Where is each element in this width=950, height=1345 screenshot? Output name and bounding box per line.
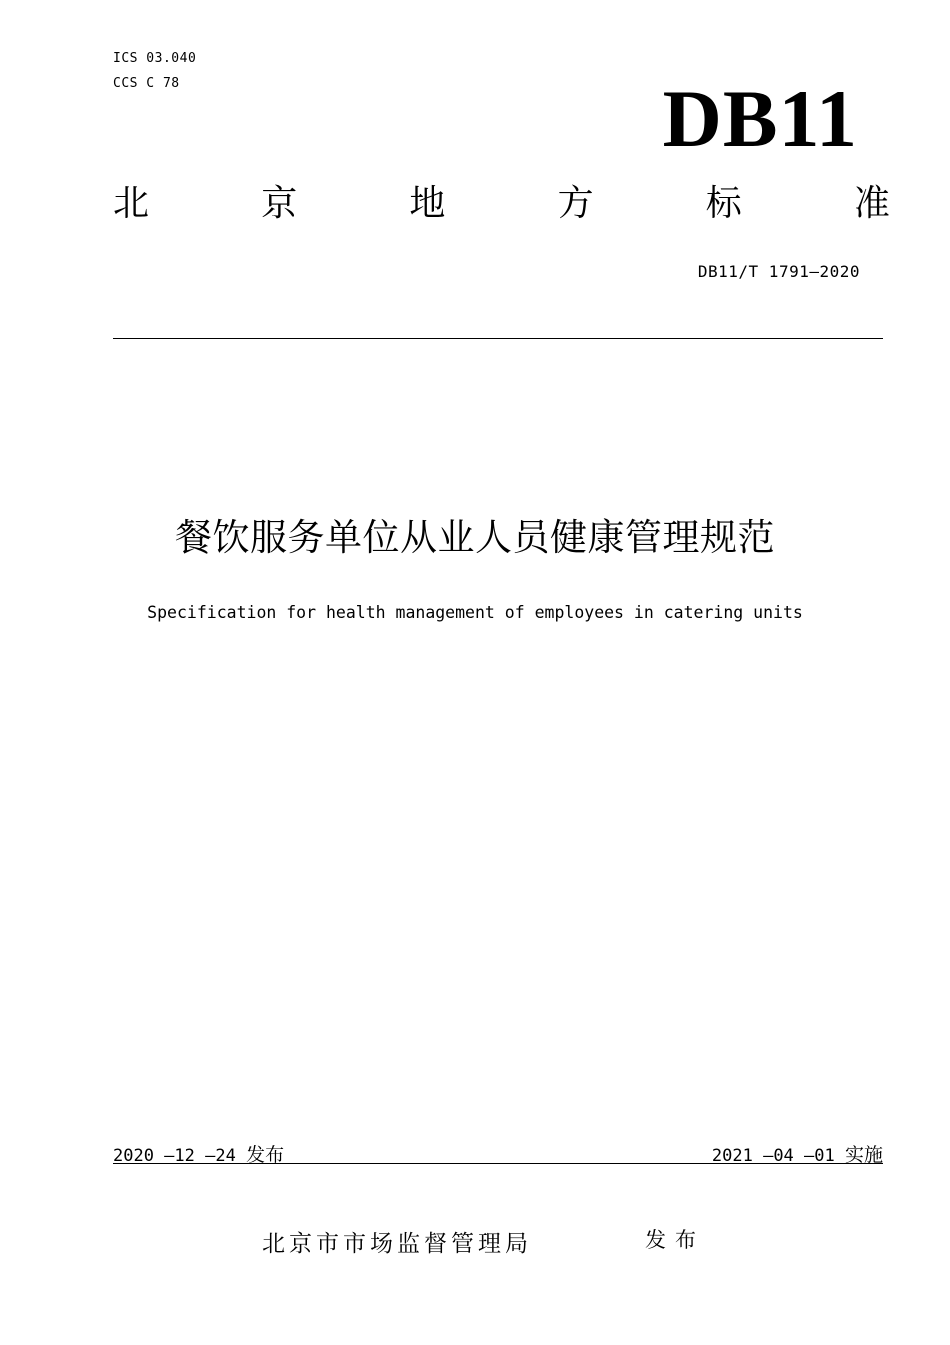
ccs-code: CCS C 78 <box>113 76 180 91</box>
date-divider <box>113 1163 883 1164</box>
standard-type-char: 标 <box>705 183 742 224</box>
issuing-action: 发布 <box>645 1228 705 1252</box>
ics-code: ICS 03.040 <box>113 51 197 66</box>
standard-type-char: 京 <box>261 183 298 224</box>
document-title-english: Specification for health management of employees in catering units <box>147 603 803 622</box>
header-divider <box>113 338 883 339</box>
implementation-label: 实施 <box>844 1144 883 1166</box>
standard-type-char: 方 <box>557 183 594 224</box>
issue-label: 发布 <box>246 1144 285 1166</box>
standard-type-char: 准 <box>853 183 890 224</box>
issuing-authority: 北京市市场监督管理局 <box>262 1231 532 1257</box>
standard-number: DB11/T 1791—2020 <box>697 262 860 281</box>
standard-type-heading <box>113 183 890 224</box>
issue-date-value: 2020 —12 —24 <box>113 1146 236 1166</box>
standard-type-char: 北 <box>113 183 150 224</box>
db11-logo: DB11 <box>662 73 858 164</box>
implementation-date-value: 2021 —04 —01 <box>711 1146 835 1166</box>
standard-type-char: 地 <box>409 183 446 224</box>
document-title-chinese: 餐饮服务单位从业人员健康管理规范 <box>175 516 775 559</box>
